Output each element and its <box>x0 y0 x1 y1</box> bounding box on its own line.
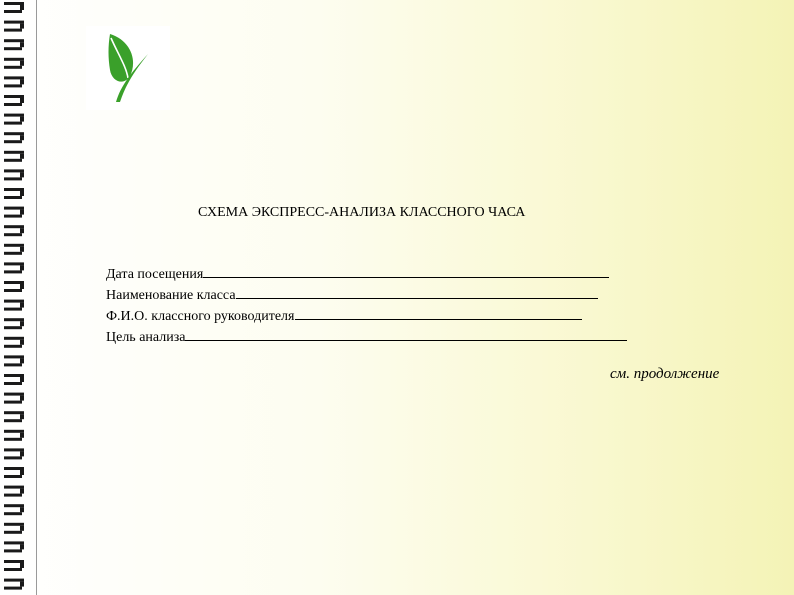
binding-ring <box>4 262 24 265</box>
binding-ring-hook <box>20 470 24 475</box>
binding-ring <box>4 318 24 321</box>
binding-ring <box>4 289 22 292</box>
binding-ring-hook <box>20 451 24 456</box>
binding-ring <box>4 76 24 79</box>
binding-ring <box>4 132 24 135</box>
binding-ring <box>4 207 24 210</box>
binding-ring <box>4 448 24 451</box>
binding-ring <box>4 300 24 303</box>
binding-ring <box>4 308 22 311</box>
binding-ring-hook <box>20 526 24 531</box>
binding-ring <box>4 549 22 552</box>
binding-ring-hook <box>20 135 24 140</box>
binding-ring <box>4 196 22 199</box>
binding-ring-hook <box>20 79 24 84</box>
binding-ring-hook <box>20 544 24 549</box>
binding-ring <box>4 345 22 348</box>
field-analysis-goal <box>106 326 627 347</box>
binding-ring <box>4 541 24 544</box>
binding-ring <box>4 281 24 284</box>
binding-ring-hook <box>20 191 24 196</box>
blank-line <box>185 326 627 341</box>
binding-ring-hook <box>20 117 24 122</box>
binding-ring <box>4 244 24 247</box>
binding-ring <box>4 337 24 340</box>
binding-ring-hook <box>20 5 24 10</box>
binding-ring-hook <box>20 321 24 326</box>
binding-ring <box>4 475 22 478</box>
binding-ring <box>4 122 22 125</box>
blank-line <box>295 305 582 320</box>
binding-ring-hook <box>20 98 24 103</box>
binding-ring <box>4 114 24 117</box>
binding-ring-hook <box>20 61 24 66</box>
binding-ring-hook <box>20 507 24 512</box>
binding-ring <box>4 430 24 433</box>
binding-ring <box>4 140 22 143</box>
binding-ring <box>4 393 24 396</box>
binding-ring-hook <box>20 358 24 363</box>
binding-ring <box>4 58 24 61</box>
binding-ring-hook <box>20 247 24 252</box>
binding-ring <box>4 560 24 563</box>
binding-ring-hook <box>20 265 24 270</box>
binding-ring-hook <box>20 582 24 587</box>
field-visit-date <box>106 263 609 284</box>
binding-ring <box>4 66 22 69</box>
spiral-binding <box>0 0 36 595</box>
binding-ring <box>4 587 22 590</box>
field-label: Дата посещения <box>106 267 204 282</box>
binding-ring <box>4 467 24 470</box>
blank-line <box>236 284 598 299</box>
binding-ring <box>4 2 24 5</box>
binding-ring <box>4 21 24 24</box>
binding-ring <box>4 568 22 571</box>
binding-ring <box>4 523 24 526</box>
binding-ring-hook <box>20 396 24 401</box>
binding-ring <box>4 355 24 358</box>
binding-ring <box>4 39 24 42</box>
binding-ring <box>4 374 24 377</box>
binding-ring-hook <box>20 414 24 419</box>
binding-ring <box>4 84 22 87</box>
binding-ring-hook <box>20 303 24 308</box>
page-title: СХЕМА ЭКСПРЕСС-АНАЛИЗА КЛАССНОГО ЧАСА <box>198 205 526 220</box>
field-label: Цель анализа <box>106 330 186 345</box>
binding-ring-hook <box>20 24 24 29</box>
binding-ring-hook <box>20 377 24 382</box>
binding-ring <box>4 411 24 414</box>
binding-ring <box>4 486 24 489</box>
binding-ring <box>4 504 24 507</box>
binding-ring <box>4 177 22 180</box>
binding-ring <box>4 438 22 441</box>
binding-ring <box>4 95 24 98</box>
binding-ring <box>4 225 24 228</box>
binding-ring-hook <box>20 340 24 345</box>
binding-ring <box>4 401 22 404</box>
binding-ring <box>4 215 22 218</box>
binding-ring <box>4 456 22 459</box>
binding-ring-hook <box>20 433 24 438</box>
field-label: Наименование класса <box>106 288 236 303</box>
binding-ring <box>4 233 22 236</box>
binding-ring <box>4 29 22 32</box>
continue-note: см. продолжение <box>610 366 720 382</box>
binding-ring <box>4 531 22 534</box>
field-teacher-name <box>106 305 582 326</box>
field-class-name <box>106 284 598 305</box>
binding-ring-hook <box>20 228 24 233</box>
binding-ring <box>4 188 24 191</box>
binding-ring-hook <box>20 284 24 289</box>
binding-ring-hook <box>20 489 24 494</box>
binding-ring-hook <box>20 154 24 159</box>
binding-ring <box>4 159 22 162</box>
binding-ring <box>4 47 22 50</box>
binding-ring <box>4 494 22 497</box>
binding-ring-hook <box>20 42 24 47</box>
binding-ring <box>4 103 22 106</box>
binding-ring <box>4 252 22 255</box>
binding-ring <box>4 363 22 366</box>
leaf-logo <box>86 26 170 110</box>
binding-edge-line <box>36 0 37 595</box>
binding-ring-hook <box>20 563 24 568</box>
leaf-icon <box>86 26 170 110</box>
field-label: Ф.И.О. классного руководителя <box>106 309 295 324</box>
binding-ring <box>4 579 24 582</box>
binding-ring <box>4 169 24 172</box>
binding-ring <box>4 10 22 13</box>
binding-ring <box>4 151 24 154</box>
blank-line <box>203 263 609 278</box>
binding-ring <box>4 326 22 329</box>
binding-ring-hook <box>20 172 24 177</box>
binding-ring <box>4 419 22 422</box>
binding-ring <box>4 270 22 273</box>
binding-ring <box>4 512 22 515</box>
binding-ring <box>4 382 22 385</box>
binding-ring-hook <box>20 210 24 215</box>
